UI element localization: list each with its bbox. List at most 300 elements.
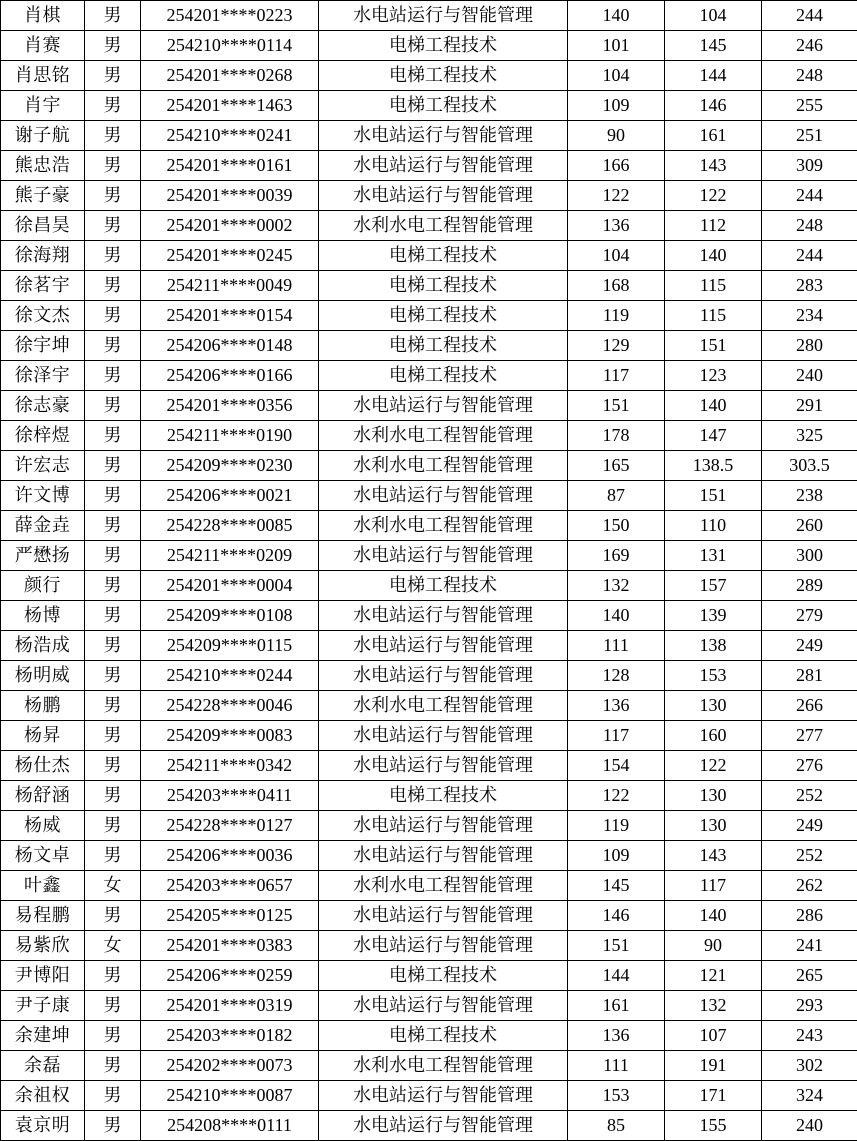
cell-score1: 161 xyxy=(568,991,665,1021)
cell-score1: 109 xyxy=(568,841,665,871)
cell-total: 251 xyxy=(762,121,857,151)
table-row xyxy=(1,781,857,811)
cell-total: 266 xyxy=(762,691,857,721)
cell-major: 水电站运行与智能管理 xyxy=(319,751,568,781)
table-row xyxy=(1,271,857,301)
cell-gender: 男 xyxy=(85,811,141,841)
cell-gender: 男 xyxy=(85,601,141,631)
cell-total: 303.5 xyxy=(762,451,857,481)
cell-score2: 143 xyxy=(665,841,762,871)
cell-gender: 男 xyxy=(85,271,141,301)
cell-name: 徐志豪 xyxy=(1,391,85,421)
cell-id: 254201****0154 xyxy=(141,301,319,331)
cell-total: 276 xyxy=(762,751,857,781)
cell-name: 尹博阳 xyxy=(1,961,85,991)
cell-major: 水电站运行与智能管理 xyxy=(319,721,568,751)
cell-name: 许宏志 xyxy=(1,451,85,481)
cell-gender: 男 xyxy=(85,751,141,781)
cell-major: 水利水电工程智能管理 xyxy=(319,691,568,721)
cell-name: 杨舒涵 xyxy=(1,781,85,811)
cell-gender: 男 xyxy=(85,541,141,571)
table-row xyxy=(1,181,857,211)
cell-gender: 男 xyxy=(85,121,141,151)
table-row xyxy=(1,841,857,871)
cell-id: 254206****0036 xyxy=(141,841,319,871)
cell-score1: 111 xyxy=(568,631,665,661)
cell-name: 杨文卓 xyxy=(1,841,85,871)
cell-total: 283 xyxy=(762,271,857,301)
cell-score1: 153 xyxy=(568,1081,665,1111)
cell-major: 电梯工程技术 xyxy=(319,361,568,391)
cell-score2: 155 xyxy=(665,1111,762,1141)
cell-name: 严懋扬 xyxy=(1,541,85,571)
cell-total: 234 xyxy=(762,301,857,331)
cell-id: 254209****0108 xyxy=(141,601,319,631)
table-row xyxy=(1,91,857,121)
cell-total: 277 xyxy=(762,721,857,751)
table-row xyxy=(1,751,857,781)
cell-gender: 男 xyxy=(85,361,141,391)
table-row xyxy=(1,421,857,451)
cell-major: 水利水电工程智能管理 xyxy=(319,451,568,481)
cell-total: 252 xyxy=(762,841,857,871)
cell-total: 241 xyxy=(762,931,857,961)
cell-major: 水电站运行与智能管理 xyxy=(319,1081,568,1111)
cell-major: 水利水电工程智能管理 xyxy=(319,211,568,241)
table-row xyxy=(1,721,857,751)
cell-major: 水电站运行与智能管理 xyxy=(319,1111,568,1141)
cell-name: 徐茗宇 xyxy=(1,271,85,301)
table-row xyxy=(1,541,857,571)
cell-gender: 男 xyxy=(85,991,141,1021)
cell-gender: 男 xyxy=(85,91,141,121)
cell-id: 254201****0245 xyxy=(141,241,319,271)
cell-score2: 123 xyxy=(665,361,762,391)
cell-gender: 男 xyxy=(85,481,141,511)
cell-id: 254201****0383 xyxy=(141,931,319,961)
table-row xyxy=(1,961,857,991)
cell-total: 244 xyxy=(762,181,857,211)
cell-major: 水利水电工程智能管理 xyxy=(319,871,568,901)
cell-id: 254201****0319 xyxy=(141,991,319,1021)
cell-name: 徐泽宇 xyxy=(1,361,85,391)
table-row xyxy=(1,601,857,631)
cell-name: 袁京明 xyxy=(1,1111,85,1141)
table-row xyxy=(1,1021,857,1051)
cell-id: 254201****0223 xyxy=(141,1,319,31)
cell-name: 易紫欣 xyxy=(1,931,85,961)
cell-major: 水利水电工程智能管理 xyxy=(319,1051,568,1081)
cell-score1: 146 xyxy=(568,901,665,931)
cell-gender: 男 xyxy=(85,841,141,871)
table-row xyxy=(1,151,857,181)
cell-score1: 136 xyxy=(568,211,665,241)
cell-score1: 144 xyxy=(568,961,665,991)
table-row xyxy=(1,661,857,691)
cell-gender: 男 xyxy=(85,781,141,811)
cell-score2: 122 xyxy=(665,751,762,781)
cell-score2: 115 xyxy=(665,301,762,331)
cell-score2: 160 xyxy=(665,721,762,751)
cell-major: 水电站运行与智能管理 xyxy=(319,931,568,961)
cell-score2: 140 xyxy=(665,241,762,271)
cell-total: 325 xyxy=(762,421,857,451)
cell-score1: 140 xyxy=(568,601,665,631)
cell-id: 254228****0046 xyxy=(141,691,319,721)
cell-major: 水电站运行与智能管理 xyxy=(319,121,568,151)
cell-name: 熊子豪 xyxy=(1,181,85,211)
cell-score1: 129 xyxy=(568,331,665,361)
cell-score1: 85 xyxy=(568,1111,665,1141)
cell-name: 余祖权 xyxy=(1,1081,85,1111)
cell-score1: 122 xyxy=(568,181,665,211)
cell-major: 电梯工程技术 xyxy=(319,61,568,91)
cell-score2: 115 xyxy=(665,271,762,301)
table-row xyxy=(1,871,857,901)
cell-id: 254203****0411 xyxy=(141,781,319,811)
cell-gender: 男 xyxy=(85,1021,141,1051)
cell-name: 徐文杰 xyxy=(1,301,85,331)
cell-id: 254211****0209 xyxy=(141,541,319,571)
cell-id: 254209****0115 xyxy=(141,631,319,661)
cell-id: 254211****0190 xyxy=(141,421,319,451)
cell-score1: 151 xyxy=(568,931,665,961)
cell-score2: 130 xyxy=(665,781,762,811)
cell-major: 电梯工程技术 xyxy=(319,301,568,331)
cell-score2: 145 xyxy=(665,31,762,61)
cell-gender: 男 xyxy=(85,631,141,661)
cell-score1: 104 xyxy=(568,241,665,271)
cell-score1: 136 xyxy=(568,1021,665,1051)
table-row xyxy=(1,901,857,931)
table-row xyxy=(1,1111,857,1141)
cell-major: 水电站运行与智能管理 xyxy=(319,601,568,631)
cell-name: 叶鑫 xyxy=(1,871,85,901)
cell-name: 杨鹏 xyxy=(1,691,85,721)
cell-score2: 171 xyxy=(665,1081,762,1111)
cell-gender: 男 xyxy=(85,31,141,61)
cell-gender: 男 xyxy=(85,961,141,991)
cell-major: 水电站运行与智能管理 xyxy=(319,541,568,571)
cell-total: 249 xyxy=(762,631,857,661)
cell-name: 徐宇坤 xyxy=(1,331,85,361)
cell-score2: 131 xyxy=(665,541,762,571)
cell-total: 289 xyxy=(762,571,857,601)
cell-total: 293 xyxy=(762,991,857,1021)
cell-id: 254210****0244 xyxy=(141,661,319,691)
cell-total: 255 xyxy=(762,91,857,121)
cell-total: 238 xyxy=(762,481,857,511)
cell-name: 谢子航 xyxy=(1,121,85,151)
cell-score2: 161 xyxy=(665,121,762,151)
cell-score1: 136 xyxy=(568,691,665,721)
cell-total: 252 xyxy=(762,781,857,811)
cell-id: 254203****0182 xyxy=(141,1021,319,1051)
cell-total: 244 xyxy=(762,241,857,271)
cell-total: 246 xyxy=(762,31,857,61)
cell-gender: 男 xyxy=(85,901,141,931)
cell-major: 水电站运行与智能管理 xyxy=(319,631,568,661)
table-row xyxy=(1,211,857,241)
cell-gender: 男 xyxy=(85,451,141,481)
cell-id: 254210****0241 xyxy=(141,121,319,151)
table-row xyxy=(1,481,857,511)
cell-score1: 117 xyxy=(568,721,665,751)
cell-score2: 130 xyxy=(665,811,762,841)
cell-score1: 151 xyxy=(568,391,665,421)
cell-total: 280 xyxy=(762,331,857,361)
cell-score2: 157 xyxy=(665,571,762,601)
cell-score1: 150 xyxy=(568,511,665,541)
cell-major: 电梯工程技术 xyxy=(319,241,568,271)
cell-score1: 119 xyxy=(568,811,665,841)
cell-name: 杨昇 xyxy=(1,721,85,751)
cell-id: 254205****0125 xyxy=(141,901,319,931)
cell-name: 徐梓煜 xyxy=(1,421,85,451)
cell-gender: 男 xyxy=(85,211,141,241)
cell-score2: 90 xyxy=(665,931,762,961)
cell-gender: 男 xyxy=(85,661,141,691)
cell-id: 254210****0114 xyxy=(141,31,319,61)
cell-total: 309 xyxy=(762,151,857,181)
cell-name: 杨仕杰 xyxy=(1,751,85,781)
cell-gender: 男 xyxy=(85,181,141,211)
cell-name: 杨浩成 xyxy=(1,631,85,661)
cell-gender: 男 xyxy=(85,1081,141,1111)
cell-name: 颜行 xyxy=(1,571,85,601)
cell-score2: 146 xyxy=(665,91,762,121)
cell-major: 电梯工程技术 xyxy=(319,781,568,811)
cell-gender: 男 xyxy=(85,571,141,601)
cell-score1: 104 xyxy=(568,61,665,91)
cell-total: 244 xyxy=(762,1,857,31)
cell-total: 248 xyxy=(762,211,857,241)
table-row xyxy=(1,331,857,361)
cell-total: 249 xyxy=(762,811,857,841)
cell-score1: 169 xyxy=(568,541,665,571)
cell-id: 254206****0021 xyxy=(141,481,319,511)
cell-id: 254208****0111 xyxy=(141,1111,319,1141)
cell-total: 281 xyxy=(762,661,857,691)
cell-total: 291 xyxy=(762,391,857,421)
cell-name: 徐昌昊 xyxy=(1,211,85,241)
cell-total: 279 xyxy=(762,601,857,631)
table-row xyxy=(1,1051,857,1081)
cell-score2: 144 xyxy=(665,61,762,91)
cell-gender: 男 xyxy=(85,1,141,31)
cell-id: 254228****0127 xyxy=(141,811,319,841)
cell-score1: 119 xyxy=(568,301,665,331)
table-row xyxy=(1,1,857,31)
cell-gender: 男 xyxy=(85,301,141,331)
cell-major: 电梯工程技术 xyxy=(319,1021,568,1051)
cell-name: 易程鹏 xyxy=(1,901,85,931)
cell-score2: 139 xyxy=(665,601,762,631)
cell-total: 262 xyxy=(762,871,857,901)
cell-score1: 111 xyxy=(568,1051,665,1081)
cell-gender: 男 xyxy=(85,331,141,361)
cell-score2: 122 xyxy=(665,181,762,211)
cell-score2: 110 xyxy=(665,511,762,541)
cell-score2: 138 xyxy=(665,631,762,661)
cell-name: 熊忠浩 xyxy=(1,151,85,181)
cell-id: 254202****0073 xyxy=(141,1051,319,1081)
cell-major: 电梯工程技术 xyxy=(319,91,568,121)
cell-id: 254201****0161 xyxy=(141,151,319,181)
cell-score1: 154 xyxy=(568,751,665,781)
cell-major: 水电站运行与智能管理 xyxy=(319,841,568,871)
cell-id: 254206****0259 xyxy=(141,961,319,991)
cell-score2: 138.5 xyxy=(665,451,762,481)
cell-id: 254201****0002 xyxy=(141,211,319,241)
cell-major: 电梯工程技术 xyxy=(319,31,568,61)
cell-id: 254209****0230 xyxy=(141,451,319,481)
cell-name: 余磊 xyxy=(1,1051,85,1081)
cell-score2: 191 xyxy=(665,1051,762,1081)
cell-name: 徐海翔 xyxy=(1,241,85,271)
cell-score2: 107 xyxy=(665,1021,762,1051)
cell-total: 260 xyxy=(762,511,857,541)
cell-major: 水电站运行与智能管理 xyxy=(319,1,568,31)
cell-name: 杨明威 xyxy=(1,661,85,691)
cell-major: 电梯工程技术 xyxy=(319,571,568,601)
cell-total: 265 xyxy=(762,961,857,991)
cell-id: 254210****0087 xyxy=(141,1081,319,1111)
cell-score2: 132 xyxy=(665,991,762,1021)
cell-gender: 男 xyxy=(85,241,141,271)
cell-name: 薛金垚 xyxy=(1,511,85,541)
cell-score1: 166 xyxy=(568,151,665,181)
table-row xyxy=(1,991,857,1021)
cell-gender: 男 xyxy=(85,1051,141,1081)
cell-id: 254201****0356 xyxy=(141,391,319,421)
table-row xyxy=(1,61,857,91)
cell-score2: 130 xyxy=(665,691,762,721)
cell-score1: 90 xyxy=(568,121,665,151)
cell-name: 肖思铭 xyxy=(1,61,85,91)
score-table-body xyxy=(1,1,857,1141)
cell-id: 254228****0085 xyxy=(141,511,319,541)
cell-major: 水电站运行与智能管理 xyxy=(319,481,568,511)
cell-score1: 178 xyxy=(568,421,665,451)
cell-score1: 168 xyxy=(568,271,665,301)
cell-score1: 140 xyxy=(568,1,665,31)
cell-name: 肖赛 xyxy=(1,31,85,61)
cell-major: 水电站运行与智能管理 xyxy=(319,901,568,931)
cell-id: 254206****0166 xyxy=(141,361,319,391)
table-row xyxy=(1,931,857,961)
cell-major: 水电站运行与智能管理 xyxy=(319,151,568,181)
table-row xyxy=(1,391,857,421)
cell-score2: 121 xyxy=(665,961,762,991)
cell-total: 286 xyxy=(762,901,857,931)
cell-score2: 151 xyxy=(665,331,762,361)
table-row xyxy=(1,691,857,721)
cell-gender: 男 xyxy=(85,421,141,451)
cell-gender: 男 xyxy=(85,511,141,541)
cell-gender: 男 xyxy=(85,721,141,751)
cell-score2: 140 xyxy=(665,901,762,931)
table-row xyxy=(1,361,857,391)
table-row xyxy=(1,301,857,331)
cell-id: 254211****0342 xyxy=(141,751,319,781)
table-row xyxy=(1,571,857,601)
cell-major: 水电站运行与智能管理 xyxy=(319,181,568,211)
table-row xyxy=(1,451,857,481)
cell-gender: 男 xyxy=(85,391,141,421)
cell-gender: 男 xyxy=(85,61,141,91)
cell-name: 尹子康 xyxy=(1,991,85,1021)
cell-total: 324 xyxy=(762,1081,857,1111)
cell-id: 254201****0004 xyxy=(141,571,319,601)
cell-score2: 153 xyxy=(665,661,762,691)
cell-major: 电梯工程技术 xyxy=(319,331,568,361)
cell-id: 254209****0083 xyxy=(141,721,319,751)
cell-id: 254201****1463 xyxy=(141,91,319,121)
cell-score2: 140 xyxy=(665,391,762,421)
cell-score1: 101 xyxy=(568,31,665,61)
cell-name: 杨威 xyxy=(1,811,85,841)
cell-name: 余建坤 xyxy=(1,1021,85,1051)
cell-score2: 104 xyxy=(665,1,762,31)
cell-id: 254201****0039 xyxy=(141,181,319,211)
cell-gender: 女 xyxy=(85,931,141,961)
cell-score1: 122 xyxy=(568,781,665,811)
cell-major: 水电站运行与智能管理 xyxy=(319,991,568,1021)
cell-id: 254201****0268 xyxy=(141,61,319,91)
cell-total: 243 xyxy=(762,1021,857,1051)
cell-major: 水电站运行与智能管理 xyxy=(319,391,568,421)
cell-score2: 151 xyxy=(665,481,762,511)
cell-total: 248 xyxy=(762,61,857,91)
cell-major: 水利水电工程智能管理 xyxy=(319,421,568,451)
cell-score1: 132 xyxy=(568,571,665,601)
cell-id: 254206****0148 xyxy=(141,331,319,361)
cell-gender: 男 xyxy=(85,151,141,181)
cell-score2: 143 xyxy=(665,151,762,181)
table-row xyxy=(1,631,857,661)
cell-id: 254211****0049 xyxy=(141,271,319,301)
cell-score1: 165 xyxy=(568,451,665,481)
table-row xyxy=(1,1081,857,1111)
cell-id: 254203****0657 xyxy=(141,871,319,901)
cell-name: 杨博 xyxy=(1,601,85,631)
cell-total: 240 xyxy=(762,1111,857,1141)
table-row xyxy=(1,121,857,151)
cell-total: 300 xyxy=(762,541,857,571)
cell-name: 许文博 xyxy=(1,481,85,511)
cell-name: 肖棋 xyxy=(1,1,85,31)
cell-gender: 男 xyxy=(85,691,141,721)
cell-major: 水利水电工程智能管理 xyxy=(319,511,568,541)
cell-major: 水电站运行与智能管理 xyxy=(319,661,568,691)
cell-score2: 112 xyxy=(665,211,762,241)
cell-gender: 女 xyxy=(85,871,141,901)
table-row xyxy=(1,31,857,61)
cell-major: 电梯工程技术 xyxy=(319,271,568,301)
cell-score1: 117 xyxy=(568,361,665,391)
table-row xyxy=(1,241,857,271)
cell-total: 240 xyxy=(762,361,857,391)
cell-score1: 109 xyxy=(568,91,665,121)
cell-major: 水电站运行与智能管理 xyxy=(319,811,568,841)
table-row xyxy=(1,811,857,841)
cell-gender: 男 xyxy=(85,1111,141,1141)
cell-score2: 117 xyxy=(665,871,762,901)
cell-score1: 128 xyxy=(568,661,665,691)
cell-major: 电梯工程技术 xyxy=(319,961,568,991)
cell-score1: 145 xyxy=(568,871,665,901)
